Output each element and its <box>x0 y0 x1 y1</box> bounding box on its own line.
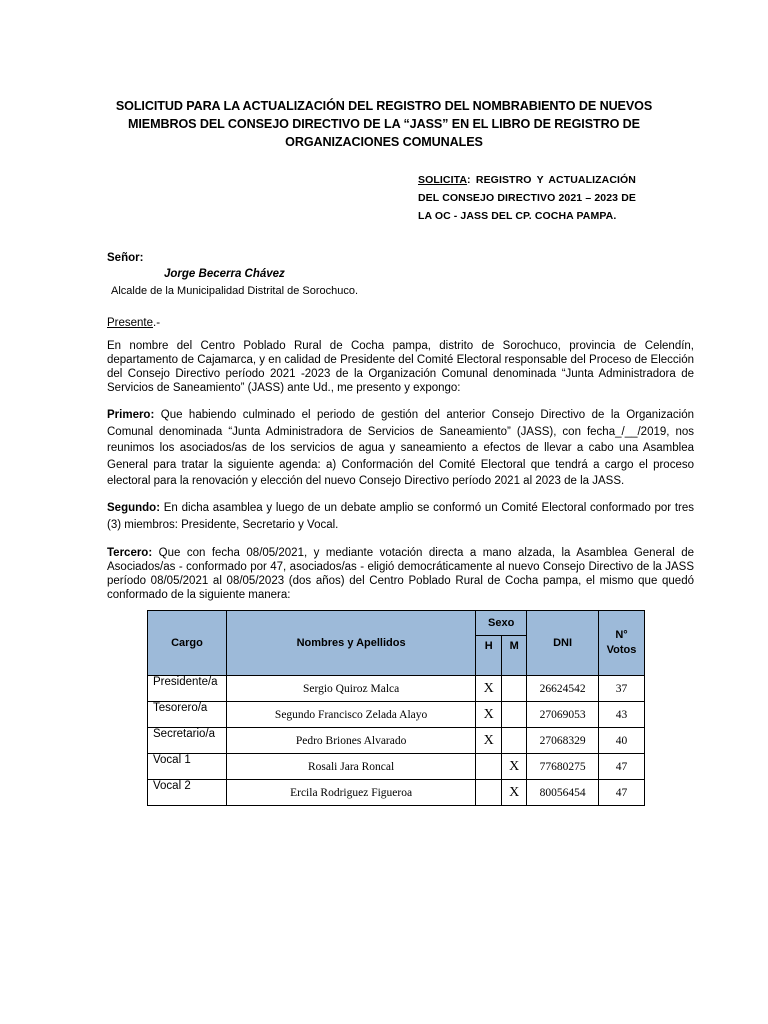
primero-label: Primero: <box>107 409 155 421</box>
cell-h <box>476 754 502 780</box>
tercero-label: Tercero: <box>107 547 153 559</box>
header-dni: DNI <box>527 611 599 676</box>
cell-nombre: Segundo Francisco Zelada Alayo <box>226 702 475 728</box>
addressee-name: Jorge Becerra Chávez <box>164 268 285 280</box>
cell-h: X <box>476 728 502 754</box>
cell-nombre: Ercila Rodriguez Figueroa <box>226 780 475 806</box>
cell-dni: 26624542 <box>527 676 599 702</box>
solicita-label: SOLICITA <box>418 174 468 186</box>
salutation: Señor: <box>107 252 144 264</box>
header-m: M <box>502 636 527 676</box>
cell-m: X <box>502 780 527 806</box>
cell-h <box>476 780 502 806</box>
cell-dni: 77680275 <box>527 754 599 780</box>
cell-votos: 40 <box>599 728 645 754</box>
cell-cargo: Secretario/a <box>148 728 227 754</box>
table-row <box>148 702 645 728</box>
table-row <box>148 728 645 754</box>
cell-cargo: Vocal 2 <box>148 780 227 806</box>
cell-h: X <box>476 702 502 728</box>
solicita-block <box>418 171 636 225</box>
cell-dni: 27069053 <box>527 702 599 728</box>
cell-votos: 37 <box>599 676 645 702</box>
consejo-directivo-table <box>147 610 645 806</box>
cell-nombre: Rosali Jara Roncal <box>226 754 475 780</box>
cell-dni: 27068329 <box>527 728 599 754</box>
tercero-text: Que con fecha 08/05/2021, y mediante votación directa a mano alzada, la Asamblea General de Asociados/as - conformado por 47, asociados/as - eligió democráticamente al nuevo Consejo Directivo de la JASS período 08/05/2021 al 08/05/2023 (dos años) del Centro Poblado Rural de Cocha pampa, el mismo que quedó conformado de la siguiente manera: <box>107 547 694 601</box>
segundo-label: Segundo: <box>107 502 161 514</box>
header-cargo: Cargo <box>148 611 227 676</box>
primero-text: Que habiendo culminado el periodo de gestión del anterior Consejo Directivo de la Organización Comunal denominada “Junta Administradora de Servicios de Saneamiento” (JASS), con fecha_/__/2019, nos reunimos los asociados/as de los servicios de agua y saneamiento a efectos de llevar a cabo una Asamblea General para tratar la siguiente agenda: a) Conformación del Comité Electoral que tendrá a cargo el proceso electoral para la renovación y elección del nuevo Consejo Directivo período 2021 al 2023 de la JASS. <box>107 409 694 487</box>
cell-m <box>502 728 527 754</box>
cell-h: X <box>476 676 502 702</box>
cell-m <box>502 676 527 702</box>
cell-cargo: Vocal 1 <box>148 754 227 780</box>
primero-paragraph <box>107 407 694 490</box>
cell-votos: 47 <box>599 780 645 806</box>
cell-m <box>502 702 527 728</box>
header-sexo: Sexo <box>476 611 527 636</box>
segundo-text: En dicha asamblea y luego de un debate amplio se conformó un Comité Electoral conformado por tres (3) miembros: Presidente, Secretario y Vocal. <box>107 502 694 531</box>
document-title: SOLICITUD PARA LA ACTUALIZACIÓN DEL REGISTRO DEL NOMBRABIENTO DE NUEVOS MIEMBROS DEL CONSEJO DIRECTIVO DE LA “JASS” EN EL LIBRO DE REGISTRO DE ORGANIZACIONES COMUNALES <box>115 99 653 149</box>
segundo-paragraph <box>107 500 694 533</box>
cell-m: X <box>502 754 527 780</box>
table-row <box>148 780 645 806</box>
cell-votos: 47 <box>599 754 645 780</box>
presente-word: Presente <box>107 317 154 329</box>
tercero-paragraph <box>107 546 694 602</box>
intro-paragraph: En nombre del Centro Poblado Rural de Cocha pampa, distrito de Sorochuco, provincia de Celendín, departamento de Cajamarca, y en calidad de Presidente del Comité Electoral responsable del Proceso de Elección del Consejo Directivo período 2021 -2023 de la Organización Comunal denominada “Junta Administradora de Servicios de Saneamiento” (JASS) ante Ud., me presento y expongo: <box>107 340 694 394</box>
header-votos: N° Votos <box>599 611 645 676</box>
presente-suffix: .- <box>153 317 161 329</box>
presente-line <box>107 317 160 329</box>
cell-nombre: Pedro Briones Alvarado <box>226 728 475 754</box>
solicita-text: : REGISTRO Y ACTUALIZACIÓN DEL CONSEJO DIRECTIVO 2021 – 2023 DE LA OC - JASS DEL CP. COCHA PAMPA. <box>418 174 636 222</box>
cell-votos: 43 <box>599 702 645 728</box>
header-h: H <box>476 636 502 676</box>
table-row <box>148 676 645 702</box>
cell-dni: 80056454 <box>527 780 599 806</box>
header-nombres: Nombres y Apellidos <box>226 611 475 676</box>
cell-cargo: Tesorero/a <box>148 702 227 728</box>
cell-nombre: Sergio Quiroz Malca <box>226 676 475 702</box>
table-body <box>148 676 645 806</box>
cell-cargo: Presidente/a <box>148 676 227 702</box>
table-row <box>148 754 645 780</box>
addressee-position: Alcalde de la Municipalidad Distrital de Sorochuco. <box>111 285 359 297</box>
